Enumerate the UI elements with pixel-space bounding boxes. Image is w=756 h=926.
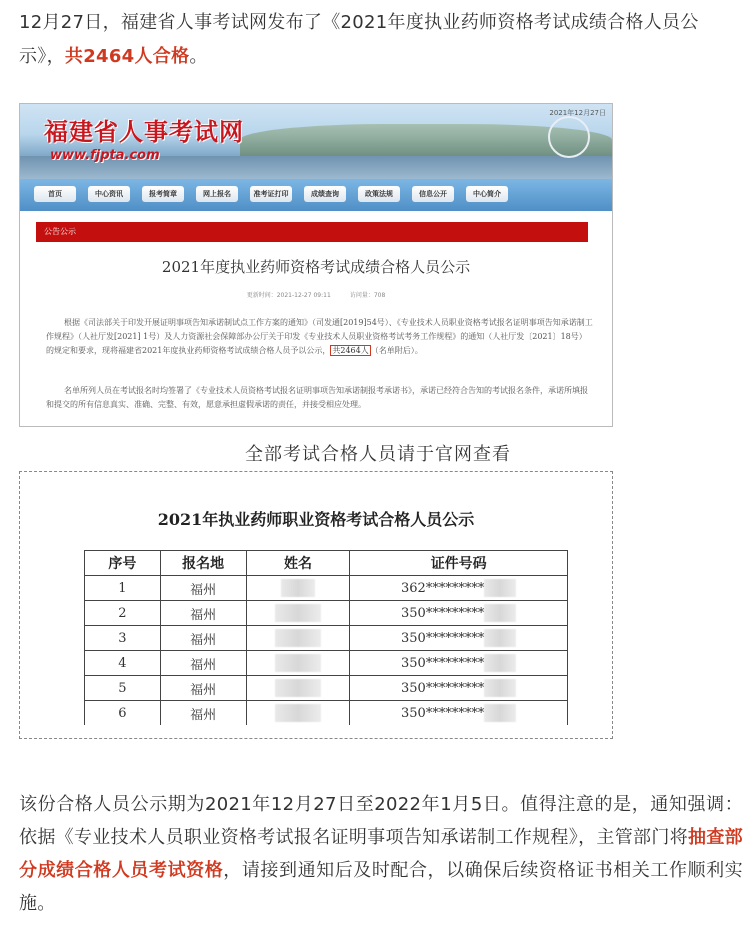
nav-button[interactable]: 首页 (34, 186, 76, 202)
table-row (85, 601, 568, 626)
column-header: 姓名 (246, 551, 350, 576)
table-row (85, 676, 568, 701)
row-name-redacted (246, 676, 350, 701)
nav-button[interactable]: 报考简章 (142, 186, 184, 202)
table-row (85, 626, 568, 651)
outro-highlight: 抽查部分成绩合格人员考试资格 (19, 827, 743, 881)
row-name-redacted (246, 651, 350, 676)
intro-text-end: 。 (189, 46, 208, 67)
site-url[interactable]: www.fjpta.com (50, 148, 160, 163)
intro-paragraph (19, 6, 741, 74)
row-number: 1 (85, 576, 161, 601)
row-place: 福州 (160, 651, 246, 676)
intro-text: 12月27日，福建省人事考试网发布了《2021年度执业药师资格考试成绩合格人员公示》， (19, 12, 699, 67)
nav-button[interactable]: 网上报名 (196, 186, 238, 202)
results-table (84, 550, 568, 725)
row-number: 6 (85, 701, 161, 726)
article-title: 2021年度执业药师资格考试成绩合格人员公示 (161, 258, 471, 276)
para-text: 根据《司法部关于印发开展证明事项告知承诺制试点工作方案的通知》（司发通[2019]54号）、《专业技术人员职业资格考试报名证明事项告知承诺制工作规程》（人社厅发[2021] 1号）及人力资源社会保障部办公厅关于印发《专业技术人员职业资格考试考务工作规程》的通知（人社厅发〔2021〕18号）的规定和要求，现将福建省2021年度执业药师资格考试成绩合格人员予以公示， (46, 318, 593, 355)
column-header: 序号 (85, 551, 161, 576)
banner-date: 2021年12月27日 (549, 109, 606, 117)
intro-highlight: 共2464人合格 (64, 46, 190, 67)
article-meta (20, 290, 612, 299)
row-number: 3 (85, 626, 161, 651)
nav-button[interactable]: 准考证打印 (250, 186, 292, 202)
meta-time: 更新时间：2021-12-27 09:11 (246, 292, 331, 299)
column-header: 报名地 (160, 551, 246, 576)
site-nav (20, 179, 612, 211)
nav-button[interactable]: 中心资讯 (88, 186, 130, 202)
row-name-redacted (246, 601, 350, 626)
list-screenshot (19, 471, 613, 739)
row-number: 2 (85, 601, 161, 626)
website-screenshot (19, 103, 613, 427)
row-name-redacted (246, 626, 350, 651)
row-number: 4 (85, 651, 161, 676)
site-title: 福建省人事考试网 (44, 117, 244, 146)
nav-button[interactable]: 中心简介 (466, 186, 508, 202)
column-header: 证件号码 (350, 551, 568, 576)
ferris-wheel-icon (548, 116, 590, 158)
row-id: 350********* (350, 601, 568, 626)
list-title: 2021年执业药师职业资格考试合格人员公示 (157, 510, 475, 529)
row-name-redacted (246, 701, 350, 726)
row-id: 350********* (350, 626, 568, 651)
section-header (36, 222, 588, 242)
outro-text-end: ，请接到通知后及时配合，以确保后续资格证书相关工作顺利实施。 (19, 860, 743, 914)
nav-button[interactable]: 政策法规 (358, 186, 400, 202)
row-place: 福州 (160, 626, 246, 651)
outro-paragraph (19, 788, 743, 920)
row-id: 362********* (350, 576, 568, 601)
row-place: 福州 (160, 676, 246, 701)
outro-text: 该份合格人员公示期为2021年12月27日至2022年1月5日。值得注意的是，通知强调：依据《专业技术人员职业资格考试报名证明事项告知承诺制工作规程》，主管部门将 (19, 794, 743, 848)
article-paragraph (46, 316, 594, 358)
row-number: 5 (85, 676, 161, 701)
row-place: 福州 (160, 576, 246, 601)
table-row (85, 576, 568, 601)
article-paragraph-2: 名单所列人员在考试报名时均签署了《专业技术人员资格考试报名证明事项告知承诺制报考承诺书》，承诺已经符合告知的考试报名条件，承诺所填报和提交的所有信息真实、准确、完整、有效，愿意承担虚假承诺的责任，并接受相应处理。 (46, 386, 588, 409)
table-row (85, 701, 568, 726)
table-row (85, 651, 568, 676)
caption: 全部考试合格人员请于官网查看 (245, 444, 511, 465)
row-id: 350********* (350, 701, 568, 726)
meta-views: 访问量：708 (349, 292, 386, 299)
row-place: 福州 (160, 701, 246, 726)
highlighted-count: 共2464人 (332, 346, 369, 355)
nav-button[interactable]: 信息公开 (412, 186, 454, 202)
row-place: 福州 (160, 601, 246, 626)
para-text-end: （名单附后）。 (370, 346, 423, 355)
row-name-redacted (246, 576, 350, 601)
nav-button[interactable]: 成绩查询 (304, 186, 346, 202)
section-label: 公告公示 (44, 227, 76, 236)
site-banner (20, 104, 612, 179)
row-id: 350********* (350, 651, 568, 676)
row-id: 350********* (350, 676, 568, 701)
